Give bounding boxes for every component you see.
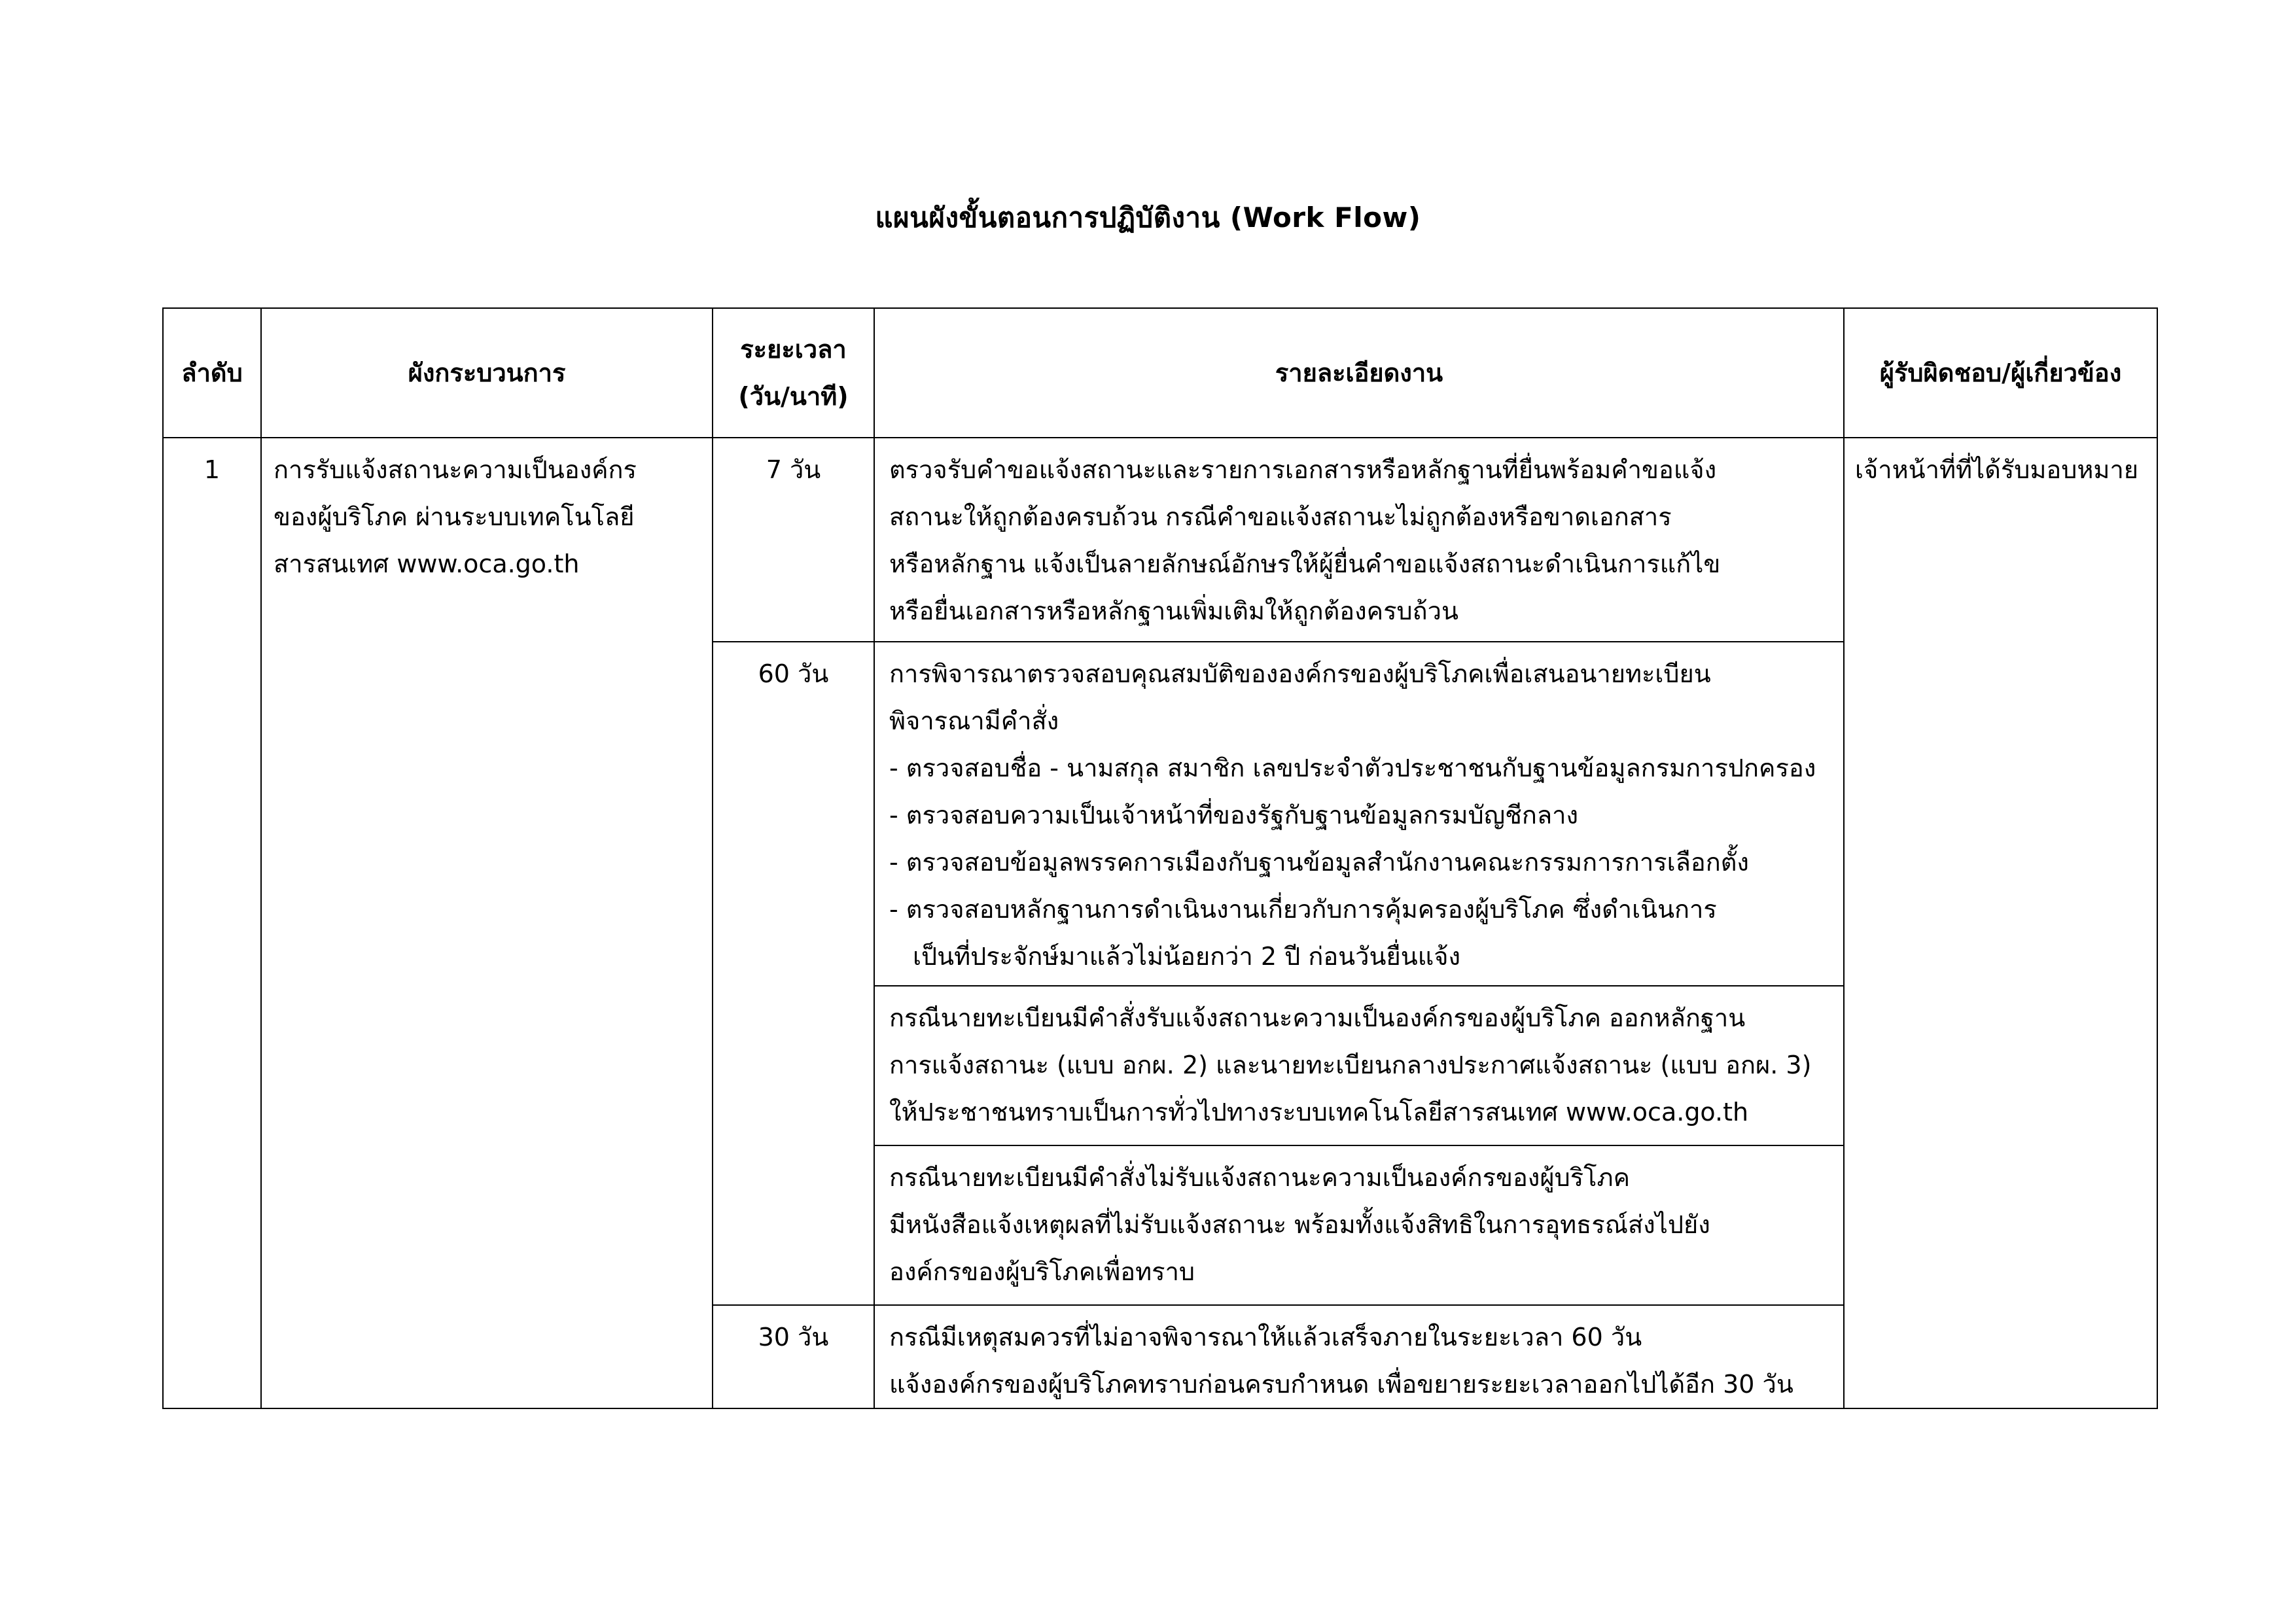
detail-line: พิจารณามีคำสั่ง bbox=[889, 707, 1059, 735]
detail-line: หรือหลักฐาน แจ้งเป็นลายลักษณ์อักษรให้ผู้ยื่นคำขอแจ้งสถานะดำเนินการแก้ไข bbox=[889, 550, 1721, 578]
bullet-item-continuation: เป็นที่ประจักษ์มาแล้วไม่น้อยกว่า 2 ปี ก่อนวันยื่นแจ้ง bbox=[913, 942, 1461, 971]
bullet-item: - ตรวจสอบชื่อ - นามสกุล สมาชิก เลขประจำตัวประชาชนกับฐานข้อมูลกรมการปกครอง bbox=[889, 754, 1816, 782]
bullet-item: - ตรวจสอบหลักฐานการดำเนินงานเกี่ยวกับการคุ้มครองผู้บริโภค ซึ่งดำเนินการ bbox=[889, 895, 1717, 924]
header-duration bbox=[713, 308, 874, 438]
cell-seq: 1 bbox=[163, 438, 261, 1408]
workflow-table bbox=[162, 307, 2158, 1409]
cell-detail-qualification-check bbox=[874, 642, 1844, 986]
header-seq: ลำดับ bbox=[163, 308, 261, 438]
process-line: สารสนเทศ www.oca.go.th bbox=[274, 550, 580, 578]
table-header-row bbox=[163, 308, 2157, 438]
process-line: ของผู้บริโภค ผ่านระบบเทคโนโลยี bbox=[274, 502, 635, 531]
detail-line: แจ้งองค์กรของผู้บริโภคทราบก่อนครบกำหนด เพื่อขยายระยะเวลาออกไปได้อีก 30 วัน bbox=[889, 1370, 1793, 1399]
header-process: ผังกระบวนการ bbox=[261, 308, 713, 438]
cell-owner: เจ้าหน้าที่ที่ได้รับมอบหมาย bbox=[1844, 438, 2157, 1408]
detail-line: กรณีนายทะเบียนมีคำสั่งไม่รับแจ้งสถานะความเป็นองค์กรของผู้บริโภค bbox=[889, 1163, 1631, 1192]
detail-line: การแจ้งสถานะ (แบบ อกผ. 2) และนายทะเบียนกลางประกาศแจ้งสถานะ (แบบ อกผ. 3) bbox=[889, 1051, 1812, 1079]
header-owner: ผู้รับผิดชอบ/ผู้เกี่ยวข้อง bbox=[1844, 308, 2157, 438]
detail-line: ตรวจรับคำขอแจ้งสถานะและรายการเอกสารหรือหลักฐานที่ยื่นพร้อมคำขอแจ้ง bbox=[889, 455, 1717, 484]
table-row bbox=[163, 438, 2157, 642]
bullet-item: - ตรวจสอบข้อมูลพรรคการเมืองกับฐานข้อมูลสำนักงานคณะกรรมการการเลือกตั้ง bbox=[889, 848, 1749, 877]
detail-line: องค์กรของผู้บริโภคเพื่อทราบ bbox=[889, 1257, 1195, 1286]
cell-duration-30-days: 30 วัน bbox=[713, 1305, 874, 1408]
cell-duration-60-days: 60 วัน bbox=[713, 642, 874, 1305]
cell-detail-extension bbox=[874, 1305, 1844, 1408]
cell-process bbox=[261, 438, 713, 1408]
detail-line: การพิจารณาตรวจสอบคุณสมบัติขององค์กรของผู้บริโภคเพื่อเสนอนายทะเบียน bbox=[889, 659, 1711, 688]
process-line: การรับแจ้งสถานะความเป็นองค์กร bbox=[274, 455, 637, 484]
bullet-item: - ตรวจสอบความเป็นเจ้าหน้าที่ของรัฐกับฐานข้อมูลกรมบัญชีกลาง bbox=[889, 801, 1579, 829]
header-details: รายละเอียดงาน bbox=[874, 308, 1844, 438]
detail-line: ให้ประชาชนทราบเป็นการทั่วไปทางระบบเทคโนโลยีสารสนเทศ www.oca.go.th bbox=[889, 1098, 1749, 1126]
detail-line: กรณีมีเหตุสมควรที่ไม่อาจพิจารณาให้แล้วเสร็จภายในระยะเวลา 60 วัน bbox=[889, 1323, 1642, 1352]
detail-line: มีหนังสือแจ้งเหตุผลที่ไม่รับแจ้งสถานะ พร้อมทั้งแจ้งสิทธิในการอุทธรณ์ส่งไปยัง bbox=[889, 1210, 1710, 1239]
header-duration-line-2: (วัน/นาที) bbox=[738, 382, 849, 411]
header-duration-line-1: ระยะเวลา bbox=[740, 335, 847, 364]
detail-line: กรณีนายทะเบียนมีคำสั่งรับแจ้งสถานะความเป็นองค์กรของผู้บริโภค ออกหลักฐาน bbox=[889, 1003, 1746, 1032]
cell-duration-7-days: 7 วัน bbox=[713, 438, 874, 642]
page-title: แผนผังขั้นตอนการปฏิบัติงาน (Work Flow) bbox=[875, 201, 1421, 234]
cell-detail-case-approved bbox=[874, 986, 1844, 1145]
detail-line: หรือยื่นเอกสารหรือหลักฐานเพิ่มเติมให้ถูกต้องครบถ้วน bbox=[889, 597, 1458, 625]
cell-detail-case-rejected bbox=[874, 1145, 1844, 1305]
detail-line: สถานะให้ถูกต้องครบถ้วน กรณีคำขอแจ้งสถานะไม่ถูกต้องหรือขาดเอกสาร bbox=[889, 502, 1672, 531]
cell-detail-receive-request bbox=[874, 438, 1844, 642]
